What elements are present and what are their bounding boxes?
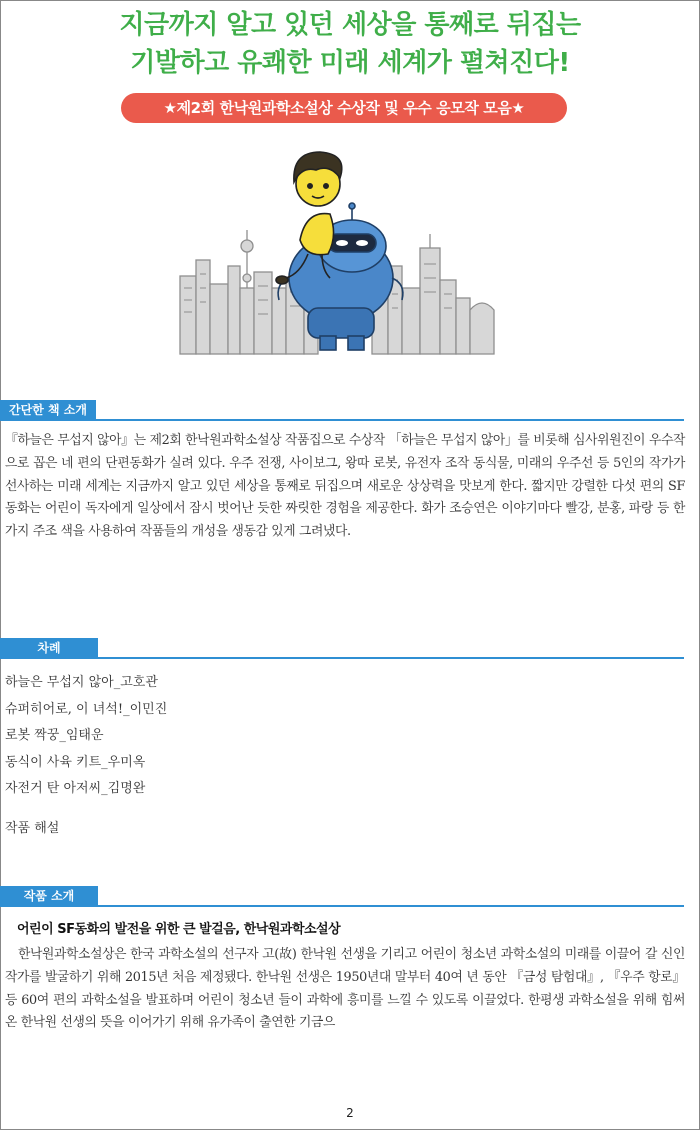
section-rule (0, 905, 684, 907)
toc-item: 로봇 짝꿍_임태운 (5, 728, 104, 743)
section-rule (0, 657, 684, 659)
boy-riding-robot-over-city-illustration (176, 138, 500, 358)
headline (0, 6, 700, 82)
toc-item: 동식이 사육 키트_우미옥 (5, 754, 146, 770)
toc-item: 하늘은 무섭지 않아_고호관 (5, 675, 158, 690)
book-intro-paragraph: 『하늘은 무섭지 않아』는 제2회 한낙원과학소설상 작품집으로 수상작 「하늘은 무섭지 않아」를 비롯해 심사위원진이 우수작으로 꼽은 네 편의 단편동화가 실려 있다. 우주 전쟁, 사이보그, 왕따 로봇, 유전자 조작 동식물, 미래의 우주선 등 5인의 작가가 선사하는 미래 세계는 지금까지 알고 있던 세상을 통째로 뒤집으며 새로운 상상력을 맛보게 한다. 짧지만 강렬한 다섯 편의 SF동화는 어린이 독자에게 일상에서 잠시 벗어난 듯한 짜릿한 경험을 제공한다. 화가 조승연은 이야기마다 빨강, 분홍, 파랑 등 한 가지 주조 색을 사용하여 작품들의 개성을 생동감 있게 그려냈다. (5, 433, 685, 540)
table-of-contents (5, 670, 405, 842)
toc-item: 자전거 탄 아저씨_김명완 (5, 781, 146, 796)
section-tab-label: 차례 (0, 638, 98, 658)
award-banner: ★제2회 한낙원과학소설상 수상작 및 우수 응모작 모음★ (121, 93, 567, 123)
section-heading-work-intro (0, 886, 700, 908)
section-heading-toc (0, 638, 700, 660)
section-tab-label: 간단한 책 소개 (0, 400, 96, 420)
headline-line-1: 지금까지 알고 있던 세상을 통째로 뒤집는 (119, 10, 581, 40)
work-intro-paragraph: 한낙원과학소설상은 한국 과학소설의 선구자 고(故) 한낙원 선생을 기리고 어린이 청소년 과학소설의 미래를 이끌어 갈 신인 작가를 발굴하기 위해 2015년 처음 제정됐다. 한낙원 선생은 1950년대 말부터 40여 년 동안 『금성 탐험대』, 『우주 항로』 등 60여 편의 과학소설을 발표하며 어린이 청소년 들이 과학에 흥미를 느낄 수 있도록 이끌었다. 한평생 과학소설을 위해 힘써 온 한낙원 선생의 뜻을 이어가기 위해 유가족이 출연한 기금으 (5, 947, 685, 1031)
section-heading-book-intro (0, 400, 700, 422)
toc-commentary: 작품 해설 (5, 820, 60, 836)
section-rule (0, 419, 684, 421)
headline-line-2: 기발하고 유쾌한 미래 세계가 펼쳐진다! (130, 48, 570, 78)
work-intro-subtitle: 어린이 SF동화의 발전을 위한 큰 발걸음, 한낙원과학소설상 (17, 922, 341, 937)
section-tab-label: 작품 소개 (0, 886, 98, 906)
page-number: 2 (346, 1106, 354, 1120)
toc-item: 슈퍼히어로, 이 녀석!_이민진 (5, 701, 168, 717)
